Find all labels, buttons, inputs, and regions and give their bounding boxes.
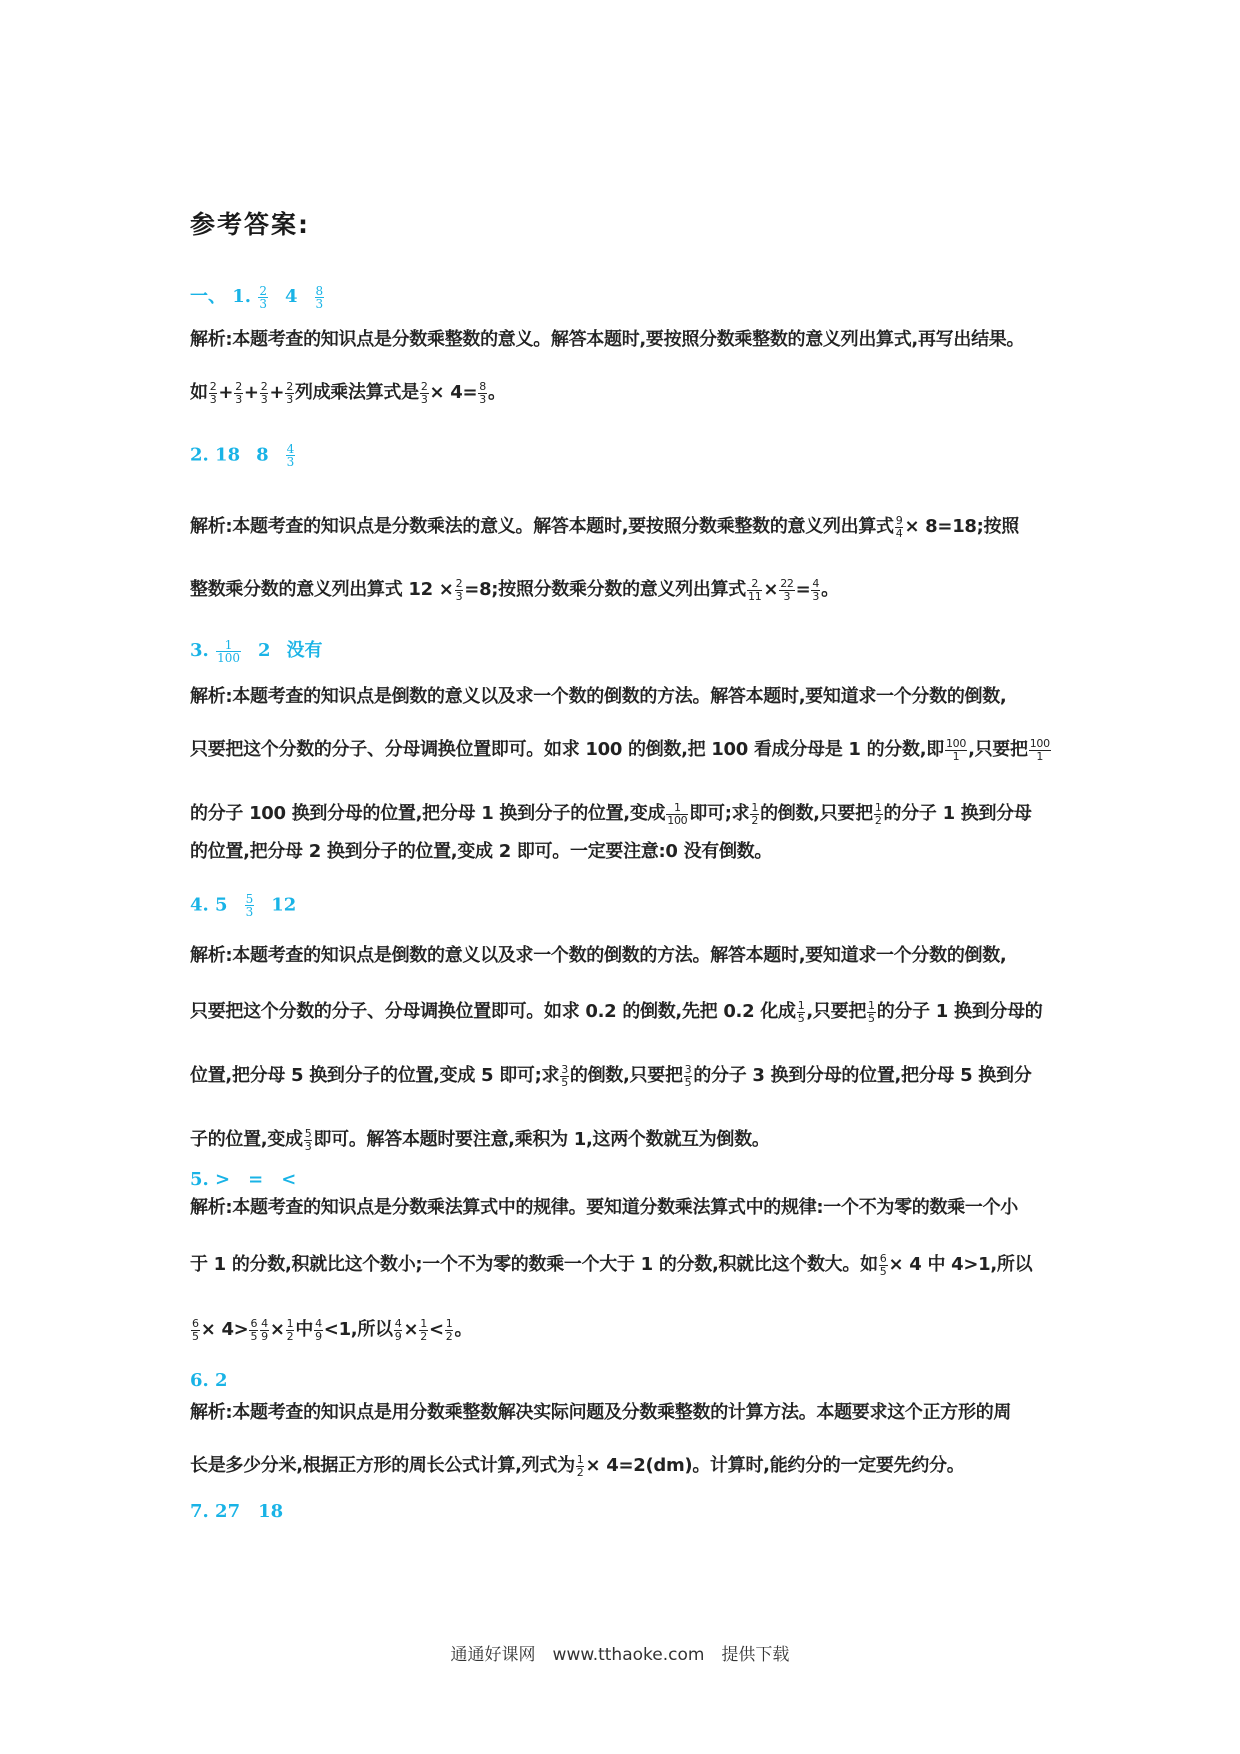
fraction: $\frac{2}{3}$ (235, 379, 242, 406)
explanation-text: 解析:本题考查的知识点是用分数乘整数解决实际问题及分数乘整数的计算方法。本题要求这个正方形的周 (190, 1402, 1012, 1423)
answer-1 (190, 282, 325, 310)
answer-2: 2. 18 8 $\frac{4}{3}$ (190, 442, 295, 469)
fraction: $\frac{6}{5}$ (250, 1316, 258, 1343)
fraction: $\frac{9}{4}$ (895, 513, 903, 540)
page-title: 参考答案: (190, 210, 310, 239)
fraction: $\frac{1}{2}$ (286, 1316, 294, 1343)
fraction: $\frac{100}{1}$ (945, 736, 967, 763)
fraction: $\frac{1}{2}$ (874, 800, 882, 827)
explanation-text: 解析:本题考查的知识点是分数乘整数的意义。解答本题时,要按照分数乘整数的意义列出算式,再写出结果。 (190, 329, 1025, 350)
fraction: $\frac{8}{3}$ (315, 283, 324, 311)
fraction: $\frac{1}{100}$ (217, 637, 240, 665)
page-footer: 通通好课网 www.tthaoke.com 提供下载 (450, 1645, 790, 1665)
explanation-text: 只要把这个分数的分子、分母调换位置即可。如求 0.2 的倒数,先把 0.2 化成 $\frac{1}{5}$ ,只要把 $\frac{1}{5}$ 的分子 1 换到分母的 (190, 998, 1043, 1025)
explanation-text: 解析:本题考查的知识点是倒数的意义以及求一个数的倒数的方法。解答本题时,要知道求一个分数的倒数, (190, 686, 1007, 707)
fraction: $\frac{8}{3}$ (479, 379, 486, 406)
fraction: $\frac{3}{5}$ (561, 1062, 568, 1089)
fraction: $\frac{4}{9}$ (315, 1316, 322, 1343)
fraction: $\frac{1}{2}$ (751, 800, 759, 827)
fraction: $\frac{5}{3}$ (304, 1126, 312, 1153)
answer-value: 4 (284, 286, 298, 307)
answer-3: 3. $\frac{1}{100}$ 2 没有 (190, 637, 323, 665)
answer-prefix: 一、 1. (190, 286, 258, 307)
explanation-text: 解析:本题考查的知识点是分数乘法的意义。解答本题时,要按照分数乘整数的意义列出算式 $\frac{9}{4}$ × 8=18;按照 (190, 513, 1019, 540)
answer-7: 7. 27 18 (190, 1501, 284, 1522)
fraction: $\frac{2}{3}$ (455, 576, 463, 603)
fraction: $\frac{2}{11}$ (748, 576, 762, 603)
fraction: $\frac{5}{3}$ (245, 892, 254, 919)
fraction: $\frac{3}{5}$ (684, 1062, 692, 1089)
explanation-text: 的分子 100 换到分母的位置,把分母 1 换到分子的位置,变成 $\frac{1}{100}$ 即可;求 $\frac{1}{2}$ 的倒数,只要把 $\frac{1}{2}$ 的分子 1 换到分母 (190, 800, 1032, 827)
fraction: $\frac{2}{3}$ (420, 379, 428, 406)
explanation-text: 解析:本题考查的知识点是倒数的意义以及求一个数的倒数的方法。解答本题时,要知道求一个分数的倒数, (190, 945, 1007, 966)
explanation-text: 如 $\frac{2}{3}$ + $\frac{2}{3}$ + $\frac{2}{3}$ + $\frac{2}{3}$ 列成乘法算式是 $\frac{2}{3}$ × 4= $\frac{8}{3}$ 。 (190, 379, 506, 406)
fraction: $\frac{22}{3}$ (780, 576, 794, 603)
fraction: $\frac{1}{2}$ (420, 1316, 427, 1343)
fraction: $\frac{1}{2}$ (445, 1316, 453, 1343)
fraction: $\frac{2}{3}$ (209, 379, 217, 406)
fraction: $\frac{2}{3}$ (259, 283, 267, 311)
fraction: $\frac{2}{3}$ (286, 379, 293, 406)
answer-5: 5. > = < (190, 1169, 297, 1190)
answer-4: 4. 5 $\frac{5}{3}$ 12 (190, 892, 297, 919)
answer-6: 6. 2 (190, 1370, 228, 1391)
explanation-text: 子的位置,变成 $\frac{5}{3}$ 即可。解答本题时要注意,乘积为 1,这两个数就互为倒数。 (190, 1126, 770, 1153)
fraction: $\frac{6}{5}$ (192, 1316, 199, 1343)
fraction: $\frac{4}{9}$ (261, 1316, 268, 1343)
fraction: $\frac{1}{5}$ (797, 998, 805, 1025)
fraction: $\frac{1}{100}$ (667, 800, 688, 827)
fraction: $\frac{4}{3}$ (812, 576, 820, 603)
explanation-text: 解析:本题考查的知识点是分数乘法算式中的规律。要知道分数乘法算式中的规律:一个不为零的数乘一个小 (190, 1197, 1018, 1218)
explanation-text: 的位置,把分母 2 换到分子的位置,变成 2 即可。一定要注意:0 没有倒数。 (190, 841, 773, 862)
fraction: $\frac{6}{5}$ (879, 1251, 887, 1278)
explanation-text: 长是多少分米,根据正方形的周长公式计算,列式为 $\frac{1}{2}$ × 4=2(dm)。计算时,能约分的一定要先约分。 (190, 1452, 965, 1479)
fraction: $\frac{100}{1}$ (1029, 736, 1050, 763)
fraction: $\frac{4}{9}$ (394, 1316, 402, 1343)
fraction: $\frac{1}{5}$ (868, 998, 875, 1025)
explanation-text: 整数乘分数的意义列出算式 12 × $\frac{2}{3}$ =8;按照分数乘分数的意义列出算式 $\frac{2}{11}$ × $\frac{22}{3}$ = $\frac{4}{3}$ 。 (190, 576, 839, 603)
fraction: $\frac{4}{3}$ (286, 442, 295, 469)
explanation-text: $\frac{6}{5}$ × 4> $\frac{6}{5}$ $\frac{4}{9}$ × $\frac{1}{2}$ 中 $\frac{4}{9}$ <1,所以 $\frac{4}{9}$ × $\frac{1}{2}$ < $\frac{1}{2}$ 。 (192, 1316, 473, 1343)
explanation-text: 位置,把分母 5 换到分子的位置,变成 5 即可;求 $\frac{3}{5}$ 的倒数,只要把 $\frac{3}{5}$ 的分子 3 换到分母的位置,把分母 5 换到分 (190, 1062, 1032, 1089)
fraction: $\frac{1}{2}$ (576, 1452, 584, 1479)
explanation-text: 只要把这个分数的分子、分母调换位置即可。如求 100 的倒数,把 100 看成分母是 1 的分数,即 $\frac{100}{1}$ ,只要把 $\frac{100}{1}$ (190, 736, 1050, 763)
fraction: $\frac{2}{3}$ (260, 379, 268, 406)
explanation-text: 于 1 的分数,积就比这个数小;一个不为零的数乘一个大于 1 的分数,积就比这个数大。如 $\frac{6}{5}$ × 4 中 4>1,所以 (190, 1251, 1033, 1278)
